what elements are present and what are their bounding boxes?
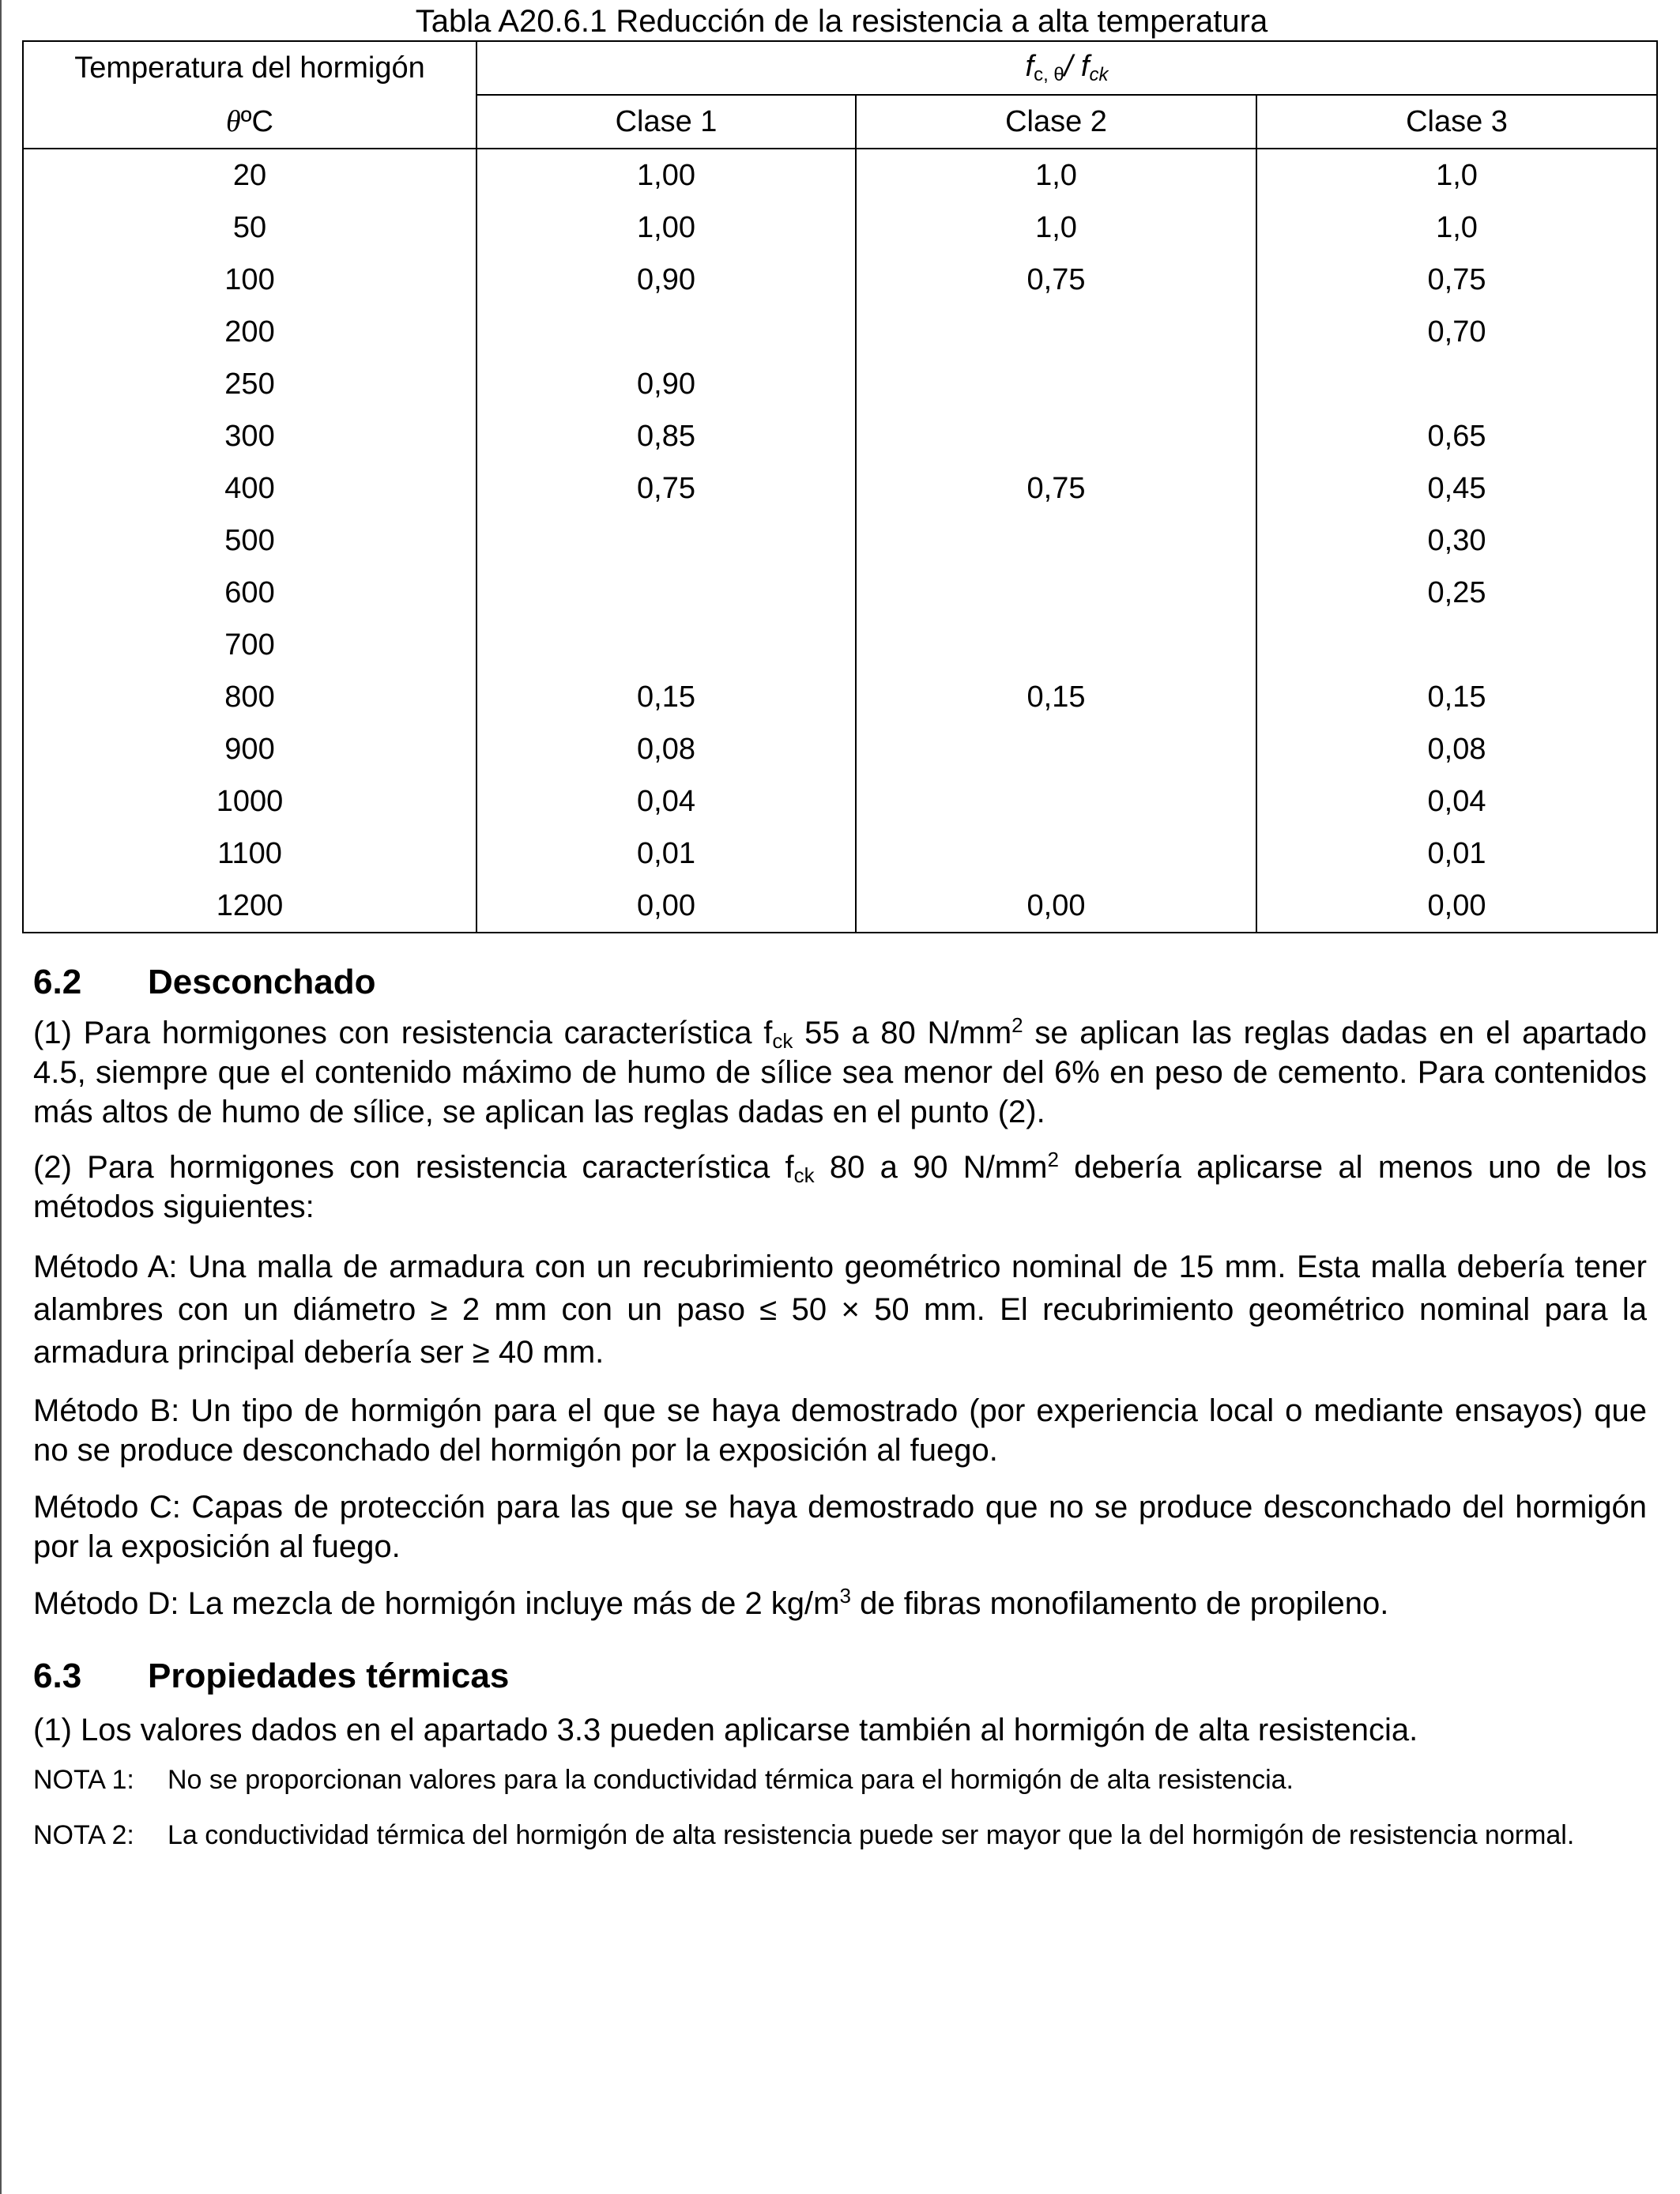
table-row <box>23 775 1657 827</box>
class-1-cell: 0,75 <box>477 462 856 515</box>
table-row <box>23 254 1657 306</box>
class-3-header: Clase 3 <box>1256 95 1657 149</box>
class-2-cell <box>856 827 1256 880</box>
temperature-cell: 300 <box>23 410 477 462</box>
class-3-cell: 1,0 <box>1256 149 1657 202</box>
class-1-cell: 0,01 <box>477 827 856 880</box>
class-1-cell: 0,00 <box>477 880 856 933</box>
class-1-cell: 0,90 <box>477 358 856 410</box>
note-1 <box>33 1762 1647 1797</box>
temperature-cell: 600 <box>23 567 477 619</box>
table-row <box>23 619 1657 671</box>
section-title: Propiedades térmicas <box>148 1657 510 1695</box>
class-2-cell <box>856 775 1256 827</box>
class-2-cell <box>856 567 1256 619</box>
table-row <box>23 462 1657 515</box>
table-row <box>23 410 1657 462</box>
temperature-cell: 1000 <box>23 775 477 827</box>
temperature-unit: ºC <box>240 104 273 138</box>
table-row <box>23 306 1657 358</box>
table-row <box>23 827 1657 880</box>
class-1-cell: 0,04 <box>477 775 856 827</box>
temperature-cell: 900 <box>23 723 477 775</box>
class-2-cell: 0,15 <box>856 671 1256 723</box>
paragraph-6-2-2: (2) Para hormigones con resistencia característica fck 80 a 90 $N/mm^2$ debería aplicarse al menos uno de los métodos siguientes: <box>33 1148 1647 1224</box>
note-text: La conductividad térmica del hormigón de alta resistencia puede ser mayor que la del hormigón de resistencia normal. <box>168 1820 1575 1850</box>
class-2-header: Clase 2 <box>856 95 1256 149</box>
class-1-cell <box>477 567 856 619</box>
temperature-header-label: Temperatura del hormigón <box>74 51 425 85</box>
temperature-cell: 50 <box>23 202 477 254</box>
note-text: No se proporcionan valores para la conductividad térmica para el hormigón de alta resistencia. <box>168 1765 1294 1795</box>
method-b: Método B: Un tipo de hormigón para el que se haya demostrado (por experiencia local o mediante ensayos) que no se produce desconchado del hormigón por la exposición al fuego. <box>33 1393 1647 1468</box>
table-row <box>23 567 1657 619</box>
note-label: NOTA 2: <box>33 1820 134 1850</box>
temperature-cell: 250 <box>23 358 477 410</box>
class-2-cell <box>856 619 1256 671</box>
table-row <box>23 880 1657 933</box>
section-6-2-heading <box>33 961 1647 1004</box>
class-2-cell <box>856 723 1256 775</box>
class-3-cell: 0,45 <box>1256 462 1657 515</box>
table-row <box>23 515 1657 567</box>
theta-symbol: θ <box>226 104 241 138</box>
class-3-cell: 1,0 <box>1256 202 1657 254</box>
class-3-cell: 0,08 <box>1256 723 1657 775</box>
section-number: 6.2 <box>33 963 82 1001</box>
class-2-cell: 1,0 <box>856 202 1256 254</box>
class-2-cell: 1,0 <box>856 149 1256 202</box>
note-2 <box>33 1818 1647 1853</box>
class-3-cell <box>1256 358 1657 410</box>
class-3-cell: 0,25 <box>1256 567 1657 619</box>
class-1-cell <box>477 306 856 358</box>
class-3-cell: 0,70 <box>1256 306 1657 358</box>
table-caption: Tabla A20.6.1 Reducción de la resistencia a alta temperatura <box>415 4 1268 39</box>
class-1-cell: 1,00 <box>477 149 856 202</box>
class-2-cell: 0,75 <box>856 462 1256 515</box>
temperature-cell: 200 <box>23 306 477 358</box>
table-body <box>23 149 1657 933</box>
class-1-cell <box>477 619 856 671</box>
temperature-cell: 1200 <box>23 880 477 933</box>
class-1-cell: 0,15 <box>477 671 856 723</box>
class-2-cell <box>856 410 1256 462</box>
class-2-cell: 0,00 <box>856 880 1256 933</box>
temperature-cell: 100 <box>23 254 477 306</box>
class-1-cell <box>477 515 856 567</box>
table-row <box>23 202 1657 254</box>
class-3-cell: 0,65 <box>1256 410 1657 462</box>
class-3-cell: 0,75 <box>1256 254 1657 306</box>
class-1-cell: 0,90 <box>477 254 856 306</box>
class-3-cell: 0,04 <box>1256 775 1657 827</box>
method-a: Método A: Una malla de armadura con un recubrimiento geométrico nominal de 15 mm. Esta malla debería tener alambres con un diámetro ≥ 2 mm con un paso ≤ 50 × 50 mm. El recubrimiento geométrico nominal para la armadura principal debería ser ≥ 40 mm. <box>33 1250 1647 1370</box>
class-2-cell <box>856 358 1256 410</box>
class-3-cell: 0,30 <box>1256 515 1657 567</box>
class-3-cell: 0,00 <box>1256 880 1657 933</box>
paragraph-6-3-1: (1) Los valores dados en el apartado 3.3 pueden aplicarse también al hormigón de alta resistencia. <box>33 1713 1418 1747</box>
class-2-cell <box>856 515 1256 567</box>
section-number: 6.3 <box>33 1657 82 1695</box>
content-sections <box>33 961 1647 1853</box>
class-1-cell: 0,08 <box>477 723 856 775</box>
temperature-cell: 20 <box>23 149 477 202</box>
method-d: Método D: La mezcla de hormigón incluye más de 2 $kg/m^3$ de fibras monofilamento de propileno. <box>33 1584 1389 1621</box>
temperature-cell: 1100 <box>23 827 477 880</box>
paragraph-6-2-1: (1) Para hormigones con resistencia característica fck 55 a 80 $N/mm^2$ se aplican las reglas dadas en el apartado 4.5, siempre que el contenido máximo de humo de sílice sea menor del 6% en peso de cemento. Para contenidos más altos de humo de sílice, se aplican las reglas dadas en el punto (2). <box>33 1013 1647 1129</box>
temperature-unit-header <box>23 95 477 149</box>
section-title: Desconchado <box>148 963 376 1001</box>
section-6-3-heading <box>33 1655 1647 1698</box>
class-3-cell <box>1256 619 1657 671</box>
temperature-cell: 700 <box>23 619 477 671</box>
table-row <box>23 358 1657 410</box>
class-1-header: Clase 1 <box>477 95 856 149</box>
temperature-cell: 800 <box>23 671 477 723</box>
class-2-cell <box>856 306 1256 358</box>
class-1-cell: 0,85 <box>477 410 856 462</box>
table-row <box>23 149 1657 202</box>
temperature-header <box>23 41 477 95</box>
temperature-cell: 500 <box>23 515 477 567</box>
strength-reduction-table <box>22 40 1658 933</box>
ratio-header: $f_{c, \theta}/$ $f_{ck}$ <box>477 41 1657 95</box>
table-row <box>23 723 1657 775</box>
note-label: NOTA 1: <box>33 1765 134 1795</box>
class-1-cell: 1,00 <box>477 202 856 254</box>
class-3-cell: 0,01 <box>1256 827 1657 880</box>
temperature-cell: 400 <box>23 462 477 515</box>
class-2-cell: 0,75 <box>856 254 1256 306</box>
class-3-cell: 0,15 <box>1256 671 1657 723</box>
method-c: Método C: Capas de protección para las que se haya demostrado que no se produce desconchado del hormigón por la exposición al fuego. <box>33 1490 1647 1564</box>
table-row <box>23 671 1657 723</box>
